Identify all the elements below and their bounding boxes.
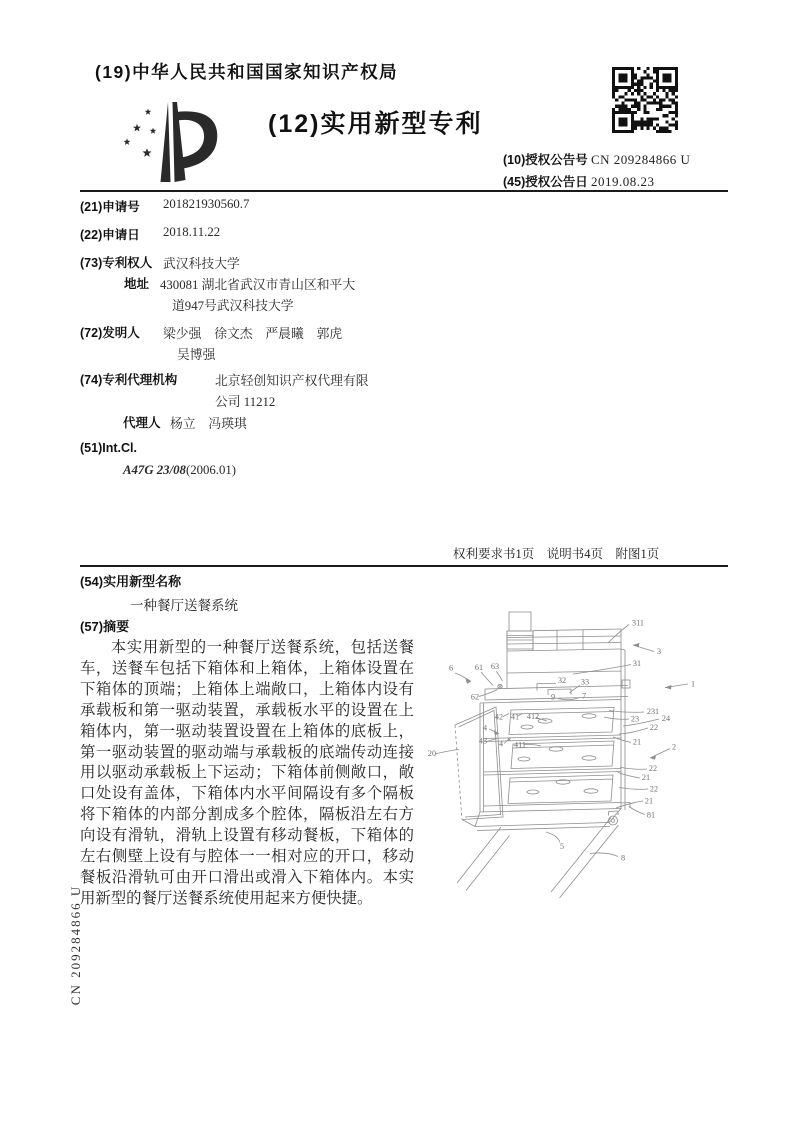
- application-date-label: (22)申请日: [80, 228, 140, 242]
- publication-date-line: [503, 172, 654, 190]
- svg-text:61: 61: [474, 663, 484, 672]
- publication-number-line: [503, 150, 690, 168]
- svg-text:3: 3: [656, 647, 662, 656]
- svg-text:9: 9: [550, 692, 556, 702]
- agent-label: 代理人: [123, 416, 161, 430]
- patent-office-title: (19)中华人民共和国国家知识产权局: [95, 62, 399, 82]
- cnipa-logo: [114, 96, 236, 190]
- svg-text:21: 21: [641, 773, 651, 782]
- svg-text:20: 20: [427, 749, 437, 758]
- svg-text:4: 4: [498, 739, 504, 749]
- svg-text:8: 8: [620, 853, 626, 863]
- svg-text:21: 21: [632, 737, 642, 747]
- svg-text:411: 411: [514, 740, 526, 750]
- logo-stars: [124, 109, 157, 157]
- intcl-class-code: A47G 23/08: [123, 463, 186, 477]
- svg-text:41: 41: [510, 712, 520, 722]
- side-publication-code-text: CN 209284866 U: [68, 884, 83, 1006]
- svg-text:2: 2: [671, 742, 677, 752]
- svg-text:1: 1: [690, 679, 696, 689]
- intcl-label: (51)Int.Cl.: [80, 441, 137, 455]
- publication-number-value: CN 209284866 U: [590, 152, 691, 167]
- svg-text:311: 311: [632, 618, 644, 628]
- publication-number-label: (10)授权公告号: [503, 153, 588, 167]
- document-type-title: (12)实用新型专利: [268, 110, 483, 138]
- patentee-label: (73)专利权人: [80, 256, 153, 270]
- agency-label: (74)专利代理机构: [80, 373, 178, 387]
- svg-text:23: 23: [630, 714, 640, 724]
- publication-date-label: (45)授权公告日: [503, 175, 588, 189]
- agent-value: 杨立 冯瑛琪: [170, 417, 247, 431]
- svg-text:63: 63: [490, 662, 500, 671]
- svg-text:7: 7: [581, 691, 587, 701]
- application-number-value: 201821930560.7: [163, 197, 250, 211]
- svg-text:412: 412: [526, 712, 540, 721]
- abstract-text: 本实用新型的一种餐厅送餐系统，包括送餐车，送餐车包括下箱体和上箱体，上箱体设置在下箱体的顶端；上箱体上端敞口，上箱体内设有承载板和第一驱动装置，承载板水平的设置在上箱体内，第一驱动装置设置在上箱体的底板上，第一驱动装置的驱动端与承载板的底端传动连接用以驱动承载板上下运动；下箱体前侧敞口，敞口处设有盖体，下箱体内水平间隔设有多个隔板将下箱体的内部分割成多个腔体，隔板沿左右方向设有滑轨，滑轨上设置有移动餐板，下箱体的左右侧壁上设有与腔体一一相对应的开口，移动餐板沿滑轨可由开口滑出或滑入下箱体内。本实用新型的餐厅送餐系统使用起来方便快捷。: [80, 639, 414, 907]
- application-number-label: (21)申请号: [80, 200, 140, 214]
- svg-text:32: 32: [557, 676, 567, 685]
- application-date-value: 2018.11.22: [163, 225, 221, 239]
- intcl-class-line: [123, 463, 236, 478]
- figure-reference-numerals: [428, 619, 695, 863]
- svg-text:42: 42: [494, 712, 504, 722]
- qr-code: [612, 67, 678, 133]
- svg-text:33: 33: [580, 677, 590, 687]
- svg-text:62: 62: [470, 692, 480, 702]
- address-label: 地址: [124, 277, 150, 291]
- patentee-value: 武汉科技大学: [163, 257, 240, 271]
- pages-info: 权利要求书1页 说明书4页 附图1页: [453, 547, 660, 561]
- inventors-value-line2: 吴博强: [177, 348, 216, 362]
- svg-text:5: 5: [559, 842, 565, 851]
- intcl-class-date: (2006.01): [185, 463, 237, 477]
- section-divider: [80, 565, 728, 567]
- svg-text:22: 22: [648, 764, 658, 773]
- address-value-line2: 道947号武汉科技大学: [172, 299, 294, 313]
- svg-text:21: 21: [644, 796, 654, 806]
- agency-value-line2: 公司 11212: [215, 395, 276, 409]
- svg-text:4: 4: [482, 723, 488, 733]
- figure-leader-lines: [435, 625, 688, 857]
- svg-text:24: 24: [661, 714, 671, 723]
- utility-name-value: 一种餐厅送餐系统: [130, 598, 238, 613]
- svg-text:231: 231: [646, 707, 660, 716]
- utility-name-label: (54)实用新型名称: [80, 574, 182, 589]
- header-divider: [80, 190, 728, 192]
- inventors-label: (72)发明人: [80, 326, 140, 340]
- svg-text:31: 31: [632, 659, 642, 668]
- svg-text:81: 81: [646, 810, 656, 820]
- svg-text:22: 22: [649, 784, 659, 794]
- svg-text:43: 43: [478, 736, 488, 746]
- publication-date-value: 2019.08.23: [590, 174, 655, 189]
- inventors-value-line1: 梁少强 徐文杰 严晨曦 郭虎: [163, 327, 343, 341]
- address-value-line1: 430081 湖北省武汉市青山区和平大: [160, 278, 356, 292]
- abstract-label: (57)摘要: [80, 619, 130, 634]
- svg-text:6: 6: [448, 663, 454, 673]
- patent-figure: [423, 586, 725, 918]
- figure-structure: [455, 612, 630, 898]
- agency-value-line1: 北京轻创知识产权代理有限: [215, 374, 369, 388]
- svg-text:22: 22: [649, 723, 659, 732]
